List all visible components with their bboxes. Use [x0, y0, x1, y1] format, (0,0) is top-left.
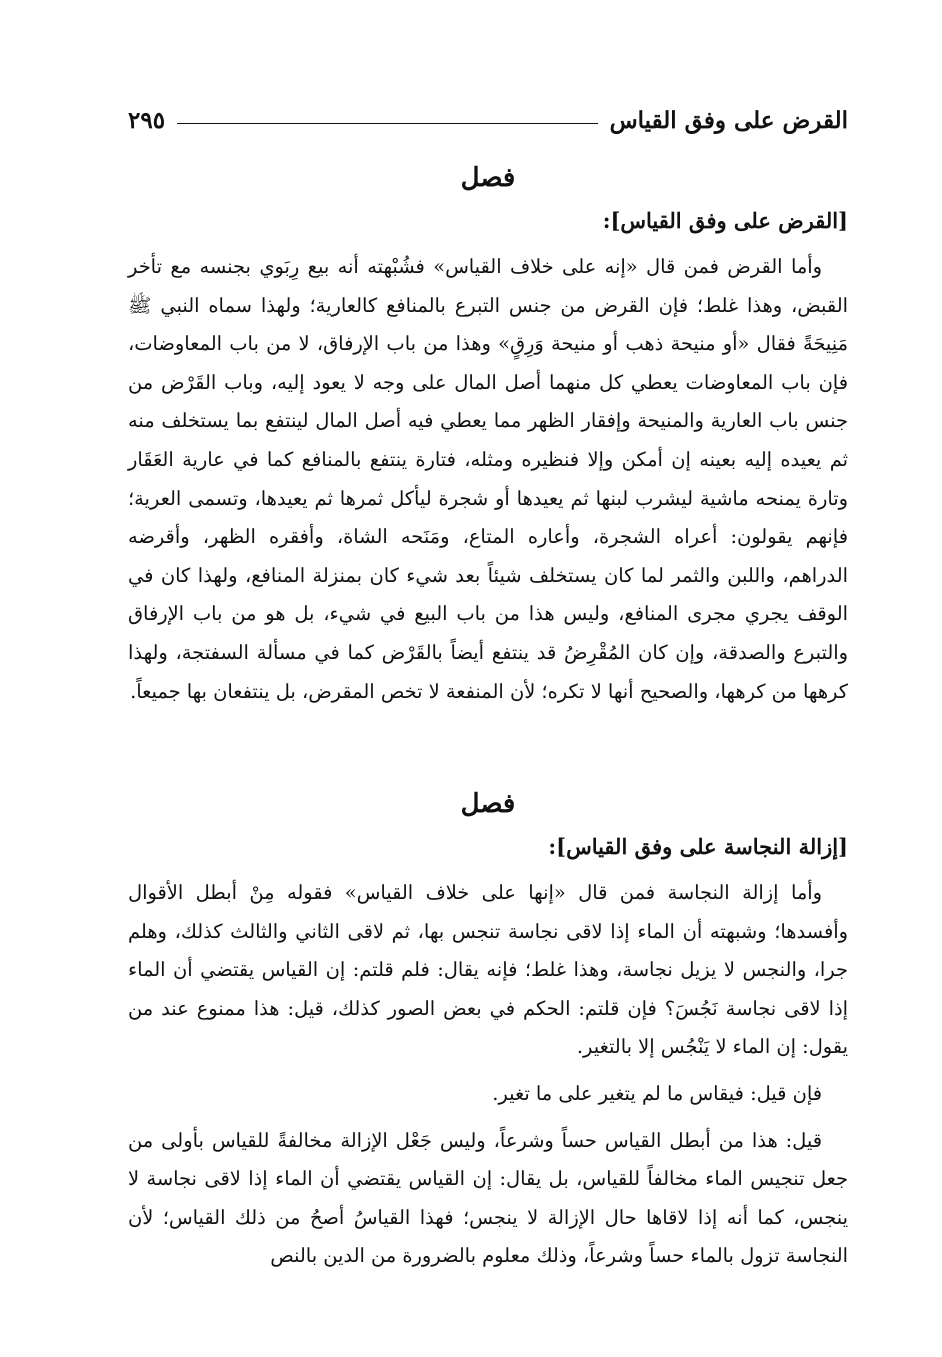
- section-loan: [128, 158, 848, 711]
- section-subheading: [القرض على وفق القياس]:: [602, 208, 848, 233]
- header-rule: [177, 123, 598, 124]
- page-number: ٢٩٥: [128, 106, 166, 134]
- section-heading: فصل: [460, 789, 516, 819]
- running-header-title: القرض على وفق القياس: [609, 106, 848, 134]
- section-subheading: [إزالة النجاسة على وفق القياس]:: [548, 834, 848, 859]
- body-paragraph: قيل: هذا من أبطل القياس حساً وشرعاً، وليس جَعْل الإزالة مخالفةً للقياس بأولى من جعل تنجيس الماء مخالفاً للقياس، بل يقال: إن القياس يقتضي أن الماء إذا لاقى نجاسة لا ينجس، كما أنه إذا لاقاها حال الإزالة لا ينجس؛ فهذا القياسُ أصحُ من ذلك القياس؛ لأن النجاسة تزول بالماء حساً وشرعاً، وذلك معلوم بالضرورة من الدين بالنص: [128, 1128, 848, 1268]
- running-header: [128, 100, 848, 140]
- section-heading: فصل: [460, 163, 516, 193]
- section-impurity: [128, 784, 848, 1276]
- body-paragraph: وأما القرض فمن قال «إنه على خلاف القياس» فشُبْهته أنه بيع رِبَوي بجنسه مع تأخر القبض، وهذا غلط؛ فإن القرض من جنس التبرع بالمنافع كالعارية؛ ولهذا سماه النبي ﷺ مَنِيحَةً فقال «أو منيحة ذهب أو منيحة وَرِقٍ» وهذا من باب الإرفاق، لا من باب المعاوضات، فإن باب المعاوضات يعطي كل منهما أصل المال على وجه لا يعود إليه، وباب القَرْض من جنس باب العارية والمنيحة وإفقار الظهر مما يعطي فيه أصل المال لينتفع بما يستخلف منه ثم يعيده إليه بعينه إن أمكن وإلا فنظيره ومثله، فتارة ينتفع بالمنافع كما في عارية العَقَار وتارة يمنحه ماشية ليشرب لبنها ثم يعيدها أو شجرة ليأكل ثمرها ثم يعيدها، وتسمى العرية؛ فإنهم يقولون: أعراه الشجرة، وأعاره المتاع، ومَنَحه الشاة، وأفقره الظهر، وأقرضه الدراهم، واللبن والثمر لما كان يستخلف شيئاً بعد شيء كان بمنزلة المنافع، ولهذا كان في الوقف يجري مجرى المنافع، وليس هذا من باب البيع في شيء، بل هو من باب الإرفاق والتبرع والصدقة، وإن كان المُقْرِضُ قد ينتفع أيضاً بالقَرْض كما في مسألة السفتجة، ولهذا كرهها من كرهها، والصحيح أنها لا تكره؛ لأن المنفعة لا تخص المقرض، بل ينتفعان بها جميعاً.: [128, 255, 848, 703]
- body-paragraph: وأما إزالة النجاسة فمن قال «إنها على خلاف القياس» فقوله مِنْ أبطل الأقوال وأفسدها؛ وشبهته أن الماء إذا لاقى نجاسة تنجس بها، ثم لاقى الثاني والثالث كذلك، وهلم جرا، والنجس لا يزيل نجاسة، وهذا غلط؛ فإنه يقال: فلم قلتم: إن القياس يقتضي أن الماء إذا لاقى نجاسة نَجُسَ؟ فإن قلتم: الحكم في بعض الصور كذلك، قيل: هذا ممنوع عند من يقول: إن الماء لا يَنْجُس إلا بالتغير.: [128, 881, 848, 1059]
- body-paragraph: فإن قيل: فيقاس ما لم يتغير على ما تغير.: [492, 1081, 822, 1105]
